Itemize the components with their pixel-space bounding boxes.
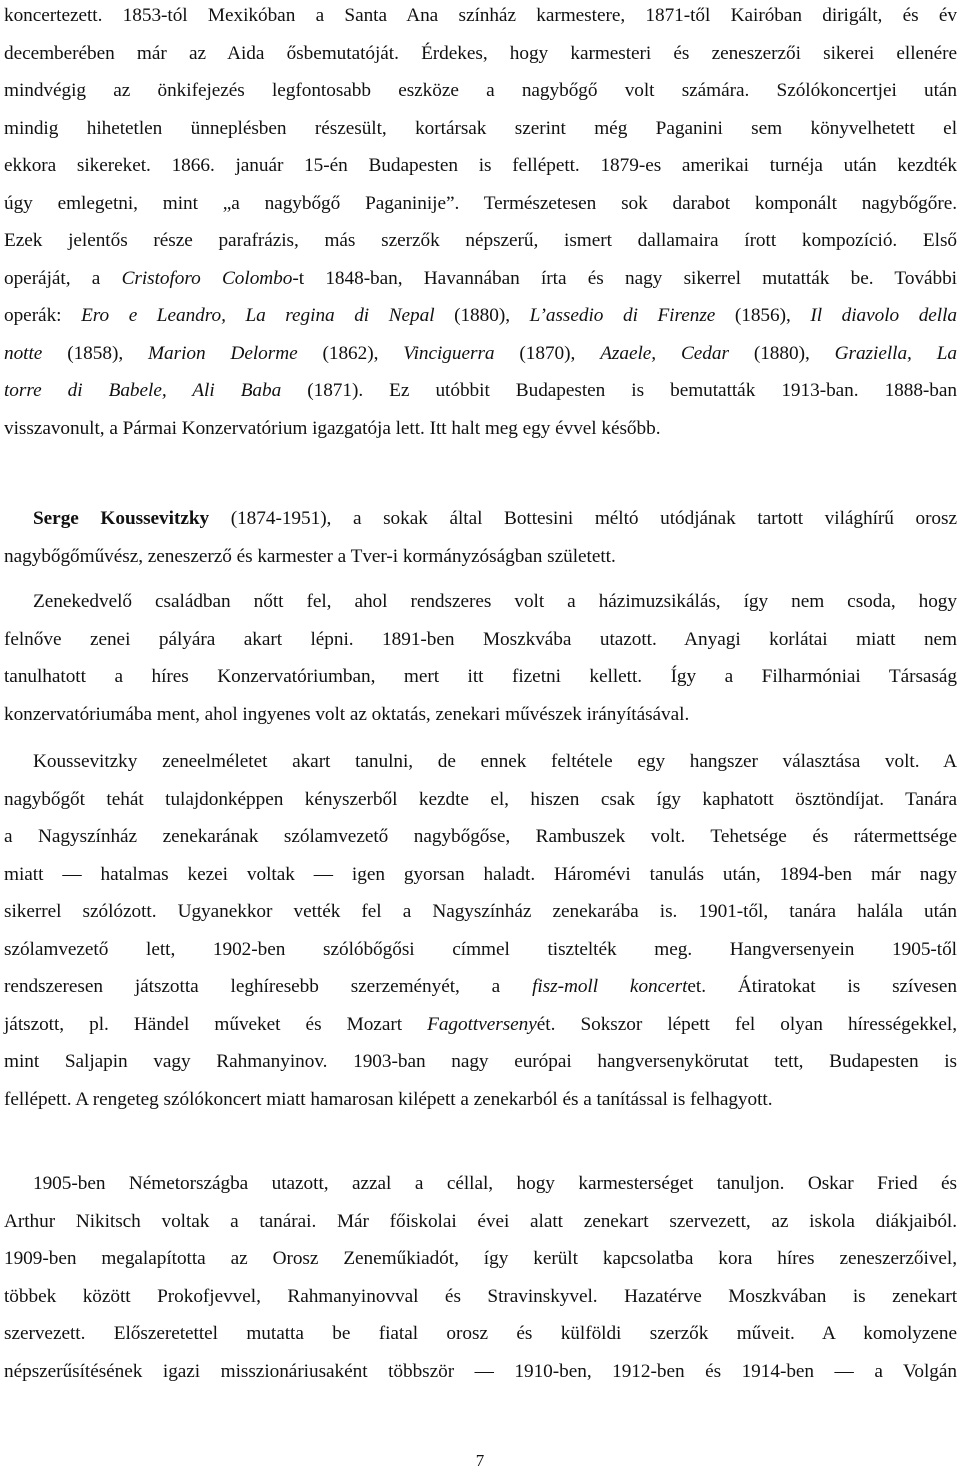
text-run: játszott, pl. Händel műveket és Mozart (4, 1013, 428, 1035)
text-line (4, 1278, 957, 1316)
text-run: (1858), (42, 342, 149, 364)
text-line (4, 1043, 957, 1081)
italic-run: L’assedio di Firenze (529, 305, 716, 326)
text-run: (1874-1951), a sokak által Bottesini méltó utódjának tartott világhírű orosz (209, 508, 957, 529)
text-line (4, 297, 957, 335)
text-run: sikerrel szólózott. Ugyanekkor vették fel a Nagyszínház zenekarába is. 1901-től, tanára halála után (4, 901, 957, 922)
text-line (4, 818, 957, 856)
text-run: mindig hihetetlen ünneplésben részesült, kortársak szerint még Paganini sem könyvelhetett el (4, 117, 957, 139)
text-line (4, 410, 957, 448)
text-run: (1862), (297, 342, 404, 364)
text-run: nagybőgőt tehát tulajdonképpen kényszerből kezdte el, hiszen csak így kaphatott ösztöndíjat. Tanára (4, 788, 957, 810)
text-line (4, 968, 957, 1006)
text-line (4, 35, 957, 73)
text-run: a Nagyszínház zenekarának szólamvezető nagybőgőse, Rambuszek volt. Tehetsége és rátermettsége (4, 826, 957, 847)
text-run: (1871). Ez utóbbit Budapesten is bemutatták 1913-ban. 1888-ban (281, 380, 957, 401)
text-run: ekkora sikereket. 1866. január 15-én Budapesten is fellépett. 1879-es amerikai turnéja után kezdték (4, 155, 957, 176)
text-line (4, 185, 957, 223)
text-run: úgy emlegetni, mint „a nagybőgő Paganinije”. Természetesen sok darabot komponált nagybőgőre. (4, 192, 957, 214)
text-line (4, 696, 957, 734)
text-line (4, 856, 957, 894)
text-run: népszerűsítésének igazi misszionáriusaként többször — 1910-ben, 1912-ben és 1914-ben — a Volgán (4, 1360, 957, 1382)
text-run: tanulhatott a híres Konzervatóriumban, mert itt fizetni kellett. Így a Filharmóniai Társaság (4, 666, 957, 687)
page-number: 7 (475, 1451, 485, 1470)
text-line (4, 621, 957, 659)
text-run: Ezek jelentős része parafrázis, más szerzők népszerű, ismert dallamaira írott kompozíció. Első (4, 230, 957, 251)
text-line (4, 335, 957, 373)
text-run: -t 1848-ban, Havannában írta és nagy sikerrel mutatták be. További (292, 267, 957, 289)
text-run: Zenekedvelő családban nőtt fel, ahol rendszeres volt a házimuzsikálás, így nem csoda, hogy (33, 591, 957, 612)
text-line (4, 781, 957, 819)
text-line (4, 500, 957, 538)
italic-run: Il diavolo della (810, 305, 958, 326)
italic-run: Fagottverseny (427, 1013, 537, 1035)
text-run: szervezett. Előszeretettel mutatta be fiatal orosz és külföldi szerzők műveit. A komolyzene (4, 1323, 957, 1344)
text-line (4, 147, 957, 185)
italic-run: notte (4, 342, 43, 364)
text-line (4, 1353, 957, 1391)
text-run: rendszeresen játszotta leghíresebb szerzeményét, a (4, 976, 533, 997)
text-run: decemberében már az Aida ősbemutatóját. Érdekes, hogy karmesteri és zeneszerzői sikerei ellenére (4, 42, 957, 64)
italic-run: Graziella, La (834, 342, 957, 364)
paragraph-bottesini-continued (4, 0, 957, 447)
text-run: 1905-ben Németországba utazott, azzal a céllal, hogy karmesterséget tanuljon. Oskar Fried és (33, 1173, 957, 1194)
paragraph-koussevitzky-studies (4, 743, 957, 1118)
text-line (4, 222, 957, 260)
text-line (4, 1315, 957, 1353)
text-line (4, 372, 957, 410)
text-line (4, 583, 957, 621)
italic-run: torre di Babele, Ali Baba (4, 380, 282, 401)
italic-run: Ero e Leandro, La regina di Nepal (81, 305, 435, 326)
paragraph-koussevitzky-conductor (4, 1165, 957, 1390)
text-line (4, 658, 957, 696)
text-line (4, 260, 957, 298)
text-run: többek között Prokofjevvel, Rahmanyinovval és Stravinskyvel. Hazatérve Moszkvában is zenekart (4, 1285, 957, 1307)
text-line (4, 538, 957, 576)
text-run: miatt — hatalmas kezei voltak — igen gyorsan haladt. Háromévi tanulás után, 1894-ben már nagy (4, 863, 957, 885)
text-run: fellépett. A rengeteg szólókoncert miatt hamarosan kilépett a zenekarból és a tanítással is felhagyott. (4, 1088, 773, 1110)
text-run: et. Átiratokat is szívesen (687, 976, 957, 997)
text-run: Arthur Nikitsch voltak a tanárai. Már főiskolai évei alatt zenekart szervezett, az iskola diákjaiból. (4, 1210, 957, 1232)
bold-run: Serge Koussevitzky (33, 508, 210, 529)
text-run: mindvégig az önkifejezés legfontosabb eszköze a nagybőgő volt számára. Szólókoncertjei után (4, 80, 957, 101)
italic-run: Azaele, Cedar (600, 342, 729, 364)
italic-run: Cristoforo Colombo (121, 267, 293, 289)
text-run: mint Saljapin vagy Rahmanyinov. 1903-ban nagy európai hangversenykörutat tett, Budapesten is (4, 1051, 957, 1072)
text-line (4, 72, 957, 110)
text-run: ét. Sokszor lépett fel olyan hírességekkel, (536, 1013, 957, 1035)
paragraph-koussevitzky-intro (4, 500, 957, 575)
text-run: szólamvezető lett, 1902-ben szólóbőgősi címmel tisztelték meg. Hangversenyein 1905-től (4, 938, 957, 960)
text-line (4, 110, 957, 148)
text-run: 1909-ben megalapította az Orosz Zeneműkiadót, így került kapcsolatba kora híres zeneszerzőivel, (4, 1248, 957, 1269)
italic-run: fisz-moll koncert (532, 976, 688, 997)
text-line (4, 893, 957, 931)
text-line (4, 1165, 957, 1203)
italic-run: Marion Delorme (148, 342, 298, 364)
text-line (4, 1203, 957, 1241)
text-run: (1856), (715, 305, 811, 326)
text-run: operák: (4, 305, 82, 326)
text-run: (1880), (728, 342, 835, 364)
text-line (4, 931, 957, 969)
text-run: Koussevitzky zeneelméletet akart tanulni, de ennek feltétele egy hangszer választása volt. A (33, 751, 957, 772)
text-run: (1870), (494, 342, 601, 364)
text-run: operáját, a (4, 267, 122, 289)
text-line (4, 1006, 957, 1044)
text-run: (1880), (434, 305, 530, 326)
text-run: konzervatóriumába ment, ahol ingyenes volt az oktatás, zenekari művészek irányításával. (4, 703, 690, 725)
text-line (4, 1081, 957, 1119)
text-run: nagybőgőművész, zeneszerző és karmester a Tver-i kormányzóságban született. (4, 545, 616, 567)
text-line (4, 743, 957, 781)
italic-run: Vinciguerra (403, 342, 495, 364)
text-line (4, 1240, 957, 1278)
paragraph-koussevitzky-youth (4, 583, 957, 733)
text-run: visszavonult, a Pármai Konzervatórium igazgatója lett. Itt halt meg egy évvel később. (4, 417, 661, 439)
text-run: koncertezett. 1853-tól Mexikóban a Santa Ana színház karmestere, 1871-től Kairóban dirigált, és év (4, 5, 957, 26)
text-run: felnőve zenei pályára akart lépni. 1891-ben Moszkvába utazott. Anyagi korlátai miatt nem (4, 628, 957, 650)
text-line (4, 0, 957, 35)
